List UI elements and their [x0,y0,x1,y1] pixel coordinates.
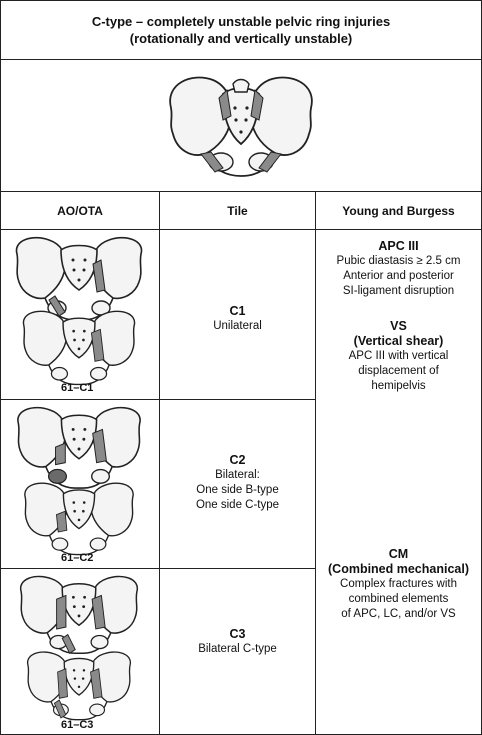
header-ao-ota: AO/OTA [1,192,159,230]
yb-apc-iii-line-2: Anterior and posterior [343,270,454,282]
ao-c3-cell [1,569,159,734]
yb-cm-title: CM [388,547,409,561]
tile-c2-line-1: Bilateral: [215,469,260,481]
yb-cm-line-3: of APC, LC, and/or VS [341,608,456,620]
header-young-burgess: Young and Burgess [316,192,481,230]
tile-c3-title: C3 [229,627,246,641]
yb-vs-subtitle: (Vertical shear) [353,334,444,348]
yb-apc-iii-line-3: SI-ligament disruption [342,285,455,297]
tile-c2-line-2: One side B-type [196,484,279,496]
title-line-2: (rotationally and vertically unstable) [129,31,353,46]
yb-vs-line-3: hemipelvis [371,380,426,392]
title-line-1: C-type – completely unstable pelvic ring injuries [91,14,391,29]
yb-cm-line-1: Complex fractures with [340,578,457,590]
ao-c2-cell [1,400,159,568]
tile-c3 [160,627,315,657]
ao-code-c3: 61–C3 [61,719,94,731]
pelvis-c3-bottom-illustration [9,649,149,723]
yb-cm [316,547,481,622]
pelvis-c1-bottom-illustration [9,308,149,388]
tile-c2-title: C2 [229,453,246,467]
pelvis-overview-illustration [161,68,321,183]
tile-c1-title: C1 [229,304,246,318]
tile-c2 [160,453,315,513]
yb-vs-line-1: APC III with vertical [348,350,449,362]
tile-c1-line-1: Unilateral [213,320,262,332]
pelvis-c2-top-illustration [9,404,149,492]
ao-c1-cell [1,230,159,399]
tile-c1 [160,304,315,334]
yb-cm-subtitle: (Combined mechanical) [328,562,469,576]
yb-apc-iii-title: APC III [378,239,419,253]
tile-c3-line-1: Bilateral C-type [198,643,277,655]
pelvis-c3-top-illustration [9,573,149,657]
tile-c2-line-3: One side C-type [195,499,280,511]
hero-illustration-row [1,60,481,192]
ao-code-c1: 61–C1 [61,382,94,394]
table-title [1,1,481,60]
header-tile: Tile [160,192,315,230]
ao-code-c2: 61–C2 [61,552,94,564]
yb-apc-iii [316,239,481,299]
yb-vs-line-2: displacement of [358,365,439,377]
yb-cm-line-2: combined elements [348,593,449,605]
yb-vs-title: VS [390,319,407,333]
pelvis-c2-bottom-illustration [9,480,149,558]
yb-apc-iii-line-1: Pubic diastasis ≥ 2.5 cm [336,255,461,267]
yb-vs [316,319,481,394]
